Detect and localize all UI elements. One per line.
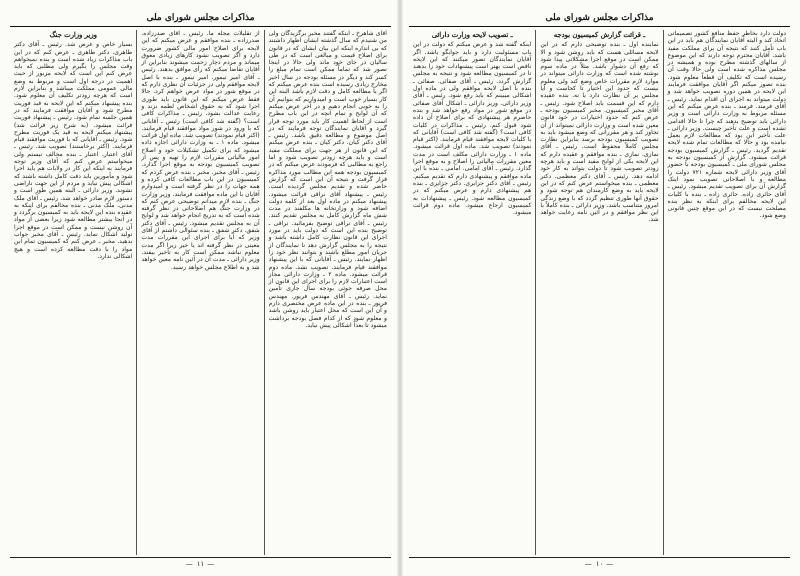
right-page-number: ۱۰ <box>595 560 604 568</box>
right-column-1-text: دولت دارد بخاطر حفظ منافع کشور تصمیماتی اتخاذ کند و البته آقایان نمایندگان هم باید در این باب تأمل کنند که نتیجه آن برای مملکت مفید باشد. آقایان محترم توجه دارند که این موضوع از سالهای گذشته مطرح بوده و همیشه در مجلس مذاکره شده است ولی حالا وقت آن رسیده است که تکلیف آن قطعاً معلوم شود. بنده تصور میکنم اگر آقایان موافقت فرمایند این لایحه در همین دوره تصویب خواهد شد و دولت میتواند به اجرای آن اقدام نماید. رئیس ـ آقای فرمند. فرمند ـ بنده عرض میکنم که این مسئله مربوط به وزارت دارائی است و وزیر دارائی باید توضیح بدهند که چرا تا حالا اقدامی نشده است و علت تأخیر چیست. وزیر دارائی ـ علت تأخیر این بود که مطالعات لازم بعمل نیامده بود و حالا که مطالعات تمام شده لایحه تقدیم گردید. رئیس ـ گزارش کمیسیون بودجه قرائت میشود. گزارش از کمیسیون بودجه به مجلس شورای ملی ـ کمیسیون بودجه با حضور آقای وزیر دارائی لایحه شماره ۷۲۱ دولت را مطالعه و با اصلاحاتی تصویب نمود اینک گزارش آن برای تصویب تقدیم میشود. رئیس ـ آقای حائری زاده. حائری زاده ـ بنده با کلیات این لایحه مخالفم برای اینکه به نظر بنده مصلحت نیست که در این موقع چنین قانونی وضع شود. <box>667 30 786 220</box>
left-page-number: ۱۱ <box>196 560 205 568</box>
left-column-1 <box>265 30 391 555</box>
left-section-title: وزیر وزارت جنگ <box>49 31 97 39</box>
right-section-title-2: ـ تصویب لایحه وزارت دارائی <box>431 31 513 39</box>
right-column-2-text: نماینده اول ـ بنده توضیحی دارم که در این لایحه مسائلی هست که باید روشن شود و الا ممکن است در موقع اجرا مشکلاتی پیدا شود که رفع آن دشوار باشد. مثلاً در ماده سوم نوشته شده است که وزارت دارائی میتواند در موارد لازم مقررات خاص وضع کند ولی معلوم نیست که حدود این اختیار تا کجاست و آیا مجلس بر آن نظارت دارد یا نه. بنده عقیده دارم که این قسمت باید اصلاح شود. رئیس ـ آقای مخبر کمیسیون. مخبر کمیسیون بودجه ـ عرض کنم که حدود اختیارات در خود قانون معین شده است و وزارت دارائی نمیتواند از آن تجاوز کند و هر مقرراتی که وضع میشود باید به تصویب کمیسیون بودجه برسد بنابراین نظارت مجلس کاملاً محفوظ است. رئیس ـ آقای نمازی. نمازی ـ بنده موافقم و عقیده دارم که این لایحه یکی از لوایح مفید است و باید هرچه زودتر تصویب شود تا دولت بتواند به کار خود ادامه دهد. رئیس ـ آقای دکتر معظمی. دکتر معظمی ـ بنده میخواستم عرض کنم که در این لایحه باید به وضع کارمندان هم توجه شود و حقوق آنها طوری تنظیم گردد که با وضع زندگی امروز متناسب باشد. وزیر دارائی ـ بنده کاملاً با این نظر موافقم و در آئین نامه رعایت خواهد شد. <box>540 41 659 224</box>
left-page-footer: — ۱۱ — <box>10 557 391 570</box>
page-gutter <box>397 0 403 576</box>
right-page-columns <box>409 30 790 555</box>
right-page-header-title: مذاکرات مجلس شورای ملی <box>545 13 654 23</box>
left-column-3 <box>10 30 137 555</box>
left-column-3-text: بسیار خاص و عرض شد. رئیس ـ آقای دکتر طاهری. دکتر طاهری ـ عرض کنم که در این باب مذاکرات زیاد شده است و بنده نمیخواهم وقت مجلس را بگیرم ولی مطلبی که باید عرض کنم این است که لایحه مزبور از حیث اهمیت در درجه اول است و مربوط به وضع مالی عمومی مملکت میباشد و بنابراین لازم است که هرچه زودتر تکلیف آن معلوم شود. بنده پیشنهاد میکنم که این لایحه به قید فوریت مطرح شود و آقایان موافقت فرمایند که در همین جلسه تمام شود. رئیس ـ پیشنهاد فوریت قرائت میشود. (به شرح زیر قرائت شد) پیشنهاد میکنم لایحه به قید یک فوریت مطرح شود. رئیس ـ آقایانی که با فوریت موافقند قیام فرمایند. (اکثر برخاستند) تصویب شد. رئیس ـ آقای اعتبار. اعتبار ـ بنده مخالف نیستم ولی میخواستم عرض کنم که آقای وزیر توجه فرمایند به اینکه این کار در ولایات هم باید اجرا شود و مأمورین باید دقت کامل داشته باشند که اشکالی پیش نیاید و مردم از این جهت ناراضی نشوند. وزیر دارائی ـ البته همین طور است و دستور لازم صادر خواهد شد. رئیس ـ آقای ملک مدنی. ملک مدنی ـ بنده مخالفم برای اینکه به عقیده بنده این لایحه باید به کمیسیون برگردد و در آنجا بیشتر مطالعه شود زیرا بعضی از مواد آن روشن نیست و ممکن است در موقع اجرا تولید اشکال نماید. رئیس ـ آقای مخبر جواب بدهید. مخبر ـ عرض کنم که کمیسیون تمام این مواد را با دقت مطالعه کرده است و هیچ اشکالی ندارد. <box>14 41 133 260</box>
left-page <box>6 6 395 570</box>
left-page-header-title: مذاکرات مجلس شورای ملی <box>146 13 255 23</box>
left-column-2-text: از تقلیلات مجله ما. رئیس ـ آقای صدرزاده. صدرزاده ـ بنده موافقم و عرض میکنم که این لایحه برای اصلاح امور مالی کشور ضرورت دارد و اگر تصویب نشود کارهای زیادی معوق میماند و مردم دچار زحمت میشوند بنابراین از آقایان تقاضا میکنم که رأی موافق بدهند. رئیس ـ آقای امیر تیمور. امیر تیمور ـ بنده با اصل لایحه موافقم ولی در جزئیات آن نظری دارم که در موقع شور در مواد عرض خواهم کرد. حالا فقط عرض میکنم که این قانون باید طوری اجرا شود که به حقوق اشخاص لطمه نزند و رعایت عدالت بشود. رئیس ـ مذاکرات کافی است؟ (گفته شد کافی است) رئیس ـ آقایانی که با ورود در شور مواد موافقند قیام فرمایند. (اکثر قیام نمودند) تصویب شد. ماده اول قرائت میشود. ماده ۱ ـ به وزارت دارائی اجازه داده میشود که برای تکمیل تشکیلات خود و اصلاح امور مالیاتی مقررات لازم را تهیه و پس از تصویب کمیسیون بودجه به موقع اجرا گذارد. رئیس ـ آقای مخبر. مخبر ـ بنده عرض کردم که کمیسیون در این باب مطالعات کافی کرده و همه جهات را در نظر گرفته است و امیدوارم آقایان با این ماده موافقت فرمایند. وزیر وزارت جنگ ـ بنده لازم میدانم توضیحی عرض کنم که در وزارت جنگ هم اصلاحاتی در نظر گرفته شده است که به تدریج انجام خواهد شد و لوایح آن به مجلس تقدیم میشود. رئیس ـ آقای دکتر شفق. دکتر شفق ـ بنده سئوالی داشتم از آقای وزیر که آیا برای اجرای این مقررات مدت معینی در نظر گرفته اند یا خیر زیرا اگر مدت معلوم نباشد ممکن است کار به تأخیر بیفتد. وزیر دارائی ـ مدت آن در آئین نامه معین خواهد شد و به اطلاع مجلس خواهد رسید. <box>141 30 260 271</box>
right-column-3 <box>409 30 536 555</box>
left-page-header <box>10 10 391 27</box>
right-column-3-text: اینکه گفته شد و عرض میکنم که دولت در این باب مسئولیت دارد و باید جوابگو باشد. اگر آقایان نمایندگان تصور میکنند که این لایحه ناقص است بهتر است پیشنهادات خود را بدهند تا در کمیسیون مطالعه شود و نتیجه به مجلس گزارش گردد. رئیس ـ آقای صفائی. صفائی ـ بنده با اصل لایحه موافقم ولی در ماده اول اشکالی میبینم که باید رفع شود. رئیس ـ آقای وزیر دارائی. وزیر دارائی ـ اشکال آقای صفائی در موقع شور در مواد رفع خواهد شد و بنده حاضرم هر پیشنهادی که برای اصلاح آن داده شود قبول کنم. رئیس ـ مذاکرات در کلیات کافی است؟ (گفته شد کافی است) آقایانی که با کلیات لایحه موافقند قیام فرمایند. (اکثر قیام نمودند) تصویب شد. ماده اول قرائت میشود. ماده ۱ ـ وزارت دارائی مکلف است در مدت معین مقررات مالیاتی را اصلاح و به موقع اجرا گذارد. رئیس ـ آقای امامی. امامی ـ بنده با این ماده موافقم و پیشنهادی دارم که تقدیم میکنم. رئیس ـ آقای دکتر جزایری. دکتر جزایری ـ بنده هم پیشنهادی دارم و عرض میکنم که در کمیسیون مطالعه شود. رئیس ـ پیشنهادات به کمیسیون ارجاع میشود. ماده دوم قرائت میشود. <box>413 41 532 217</box>
left-column-1-text: آقای شاهرخ ـ اینکه گفتند مخبر برگزیدگان ولی من شنیدم که سال گذشته ایشان اظهار داشتند که بی انداره اینکه این بیان ایشان که در قانون برای اصلاح قیمت و مبالغی است که در طی سالیان در جای خود ماند ولی حالا در اینجا تصور شد که تماماً ممکن است تمام مبلغ را کسر کند و دیگر در مسئله بودجه در سال اخیر مخارج زیادی رسیده است بنده عرض میکنم که اگر با مطالعه کامل و دقت لازم باشد البته این کار بسیار خوب است و امیدواریم که بتوانیم آن را به خوبی انجام دهیم و در آخر عرض میکنم که آن لوایح و تمام آنچه در این باب مطرح است از لحاظ اهمیت کار باید مورد توجه قرار گیرد و آقایان نمایندگان توجه فرمایند که در اصل موضوع و مطالعه دقیق باشد. رئیس ـ آقای دکتر کیان. دکتر کیان ـ بنده عرض میکنم که این قانون از هر جهت برای مملکت مفید است و باید هرچه زودتر تصویب شود و اما راجع به مطالبی که فرمودند عرض میکنم که در کمیسیون بودجه همه این مطالب مورد مذاکره قرار گرفت و نتیجه آن این است که گزارش حاضر شده و تقدیم مجلس گردیده است. رئیس ـ پیشنهاد آقای نراقی قرائت میشود. پیشنهاد میکنم در ماده اول بعد از کلمه دولت اضافه شود و وزارتخانه ها مکلفند در مدت شش ماه گزارش کامل به مجلس تقدیم کنند. رئیس ـ آقای نراقی توضیح بفرمائید. نراقی ـ توضیح بنده این است که دولت باید در مورد اجرای این قانون نظارت کامل داشته باشد و نتیجه را به مجلس گزارش دهد تا نمایندگان از جریان امور مطلع باشند و بتوانند نظر خود را اظهار نمایند. رئیس ـ آقایانی که با این پیشنهاد موافقند قیام فرمایند. تصویب نشد. ماده دوم قرائت میشود. ماده ۲ ـ وزارت دارائی مجاز است اعتبارات لازم را برای اجرای این قانون از محل صرفه جوئی بودجه سال جاری تأمین نماید. رئیس ـ آقای مهندس فریور. مهندس فریور ـ بنده در این ماده عرض مختصری دارم و آن این است که محل اعتبار باید روشن باشد و معلوم شود که از کدام فصل بودجه برداشت میشود تا بعداً اشکالی پیش نیاید. <box>268 30 387 329</box>
right-page-footer: — ۱۰ — <box>409 557 790 570</box>
right-section-title-1: ـ قرائت گزارش کمیسیون بودجه <box>553 31 646 39</box>
left-column-2 <box>137 30 264 555</box>
right-column-2 <box>536 30 663 555</box>
right-page <box>405 6 794 570</box>
right-column-1 <box>664 30 790 555</box>
left-page-columns <box>10 30 391 555</box>
right-page-header <box>409 10 790 27</box>
